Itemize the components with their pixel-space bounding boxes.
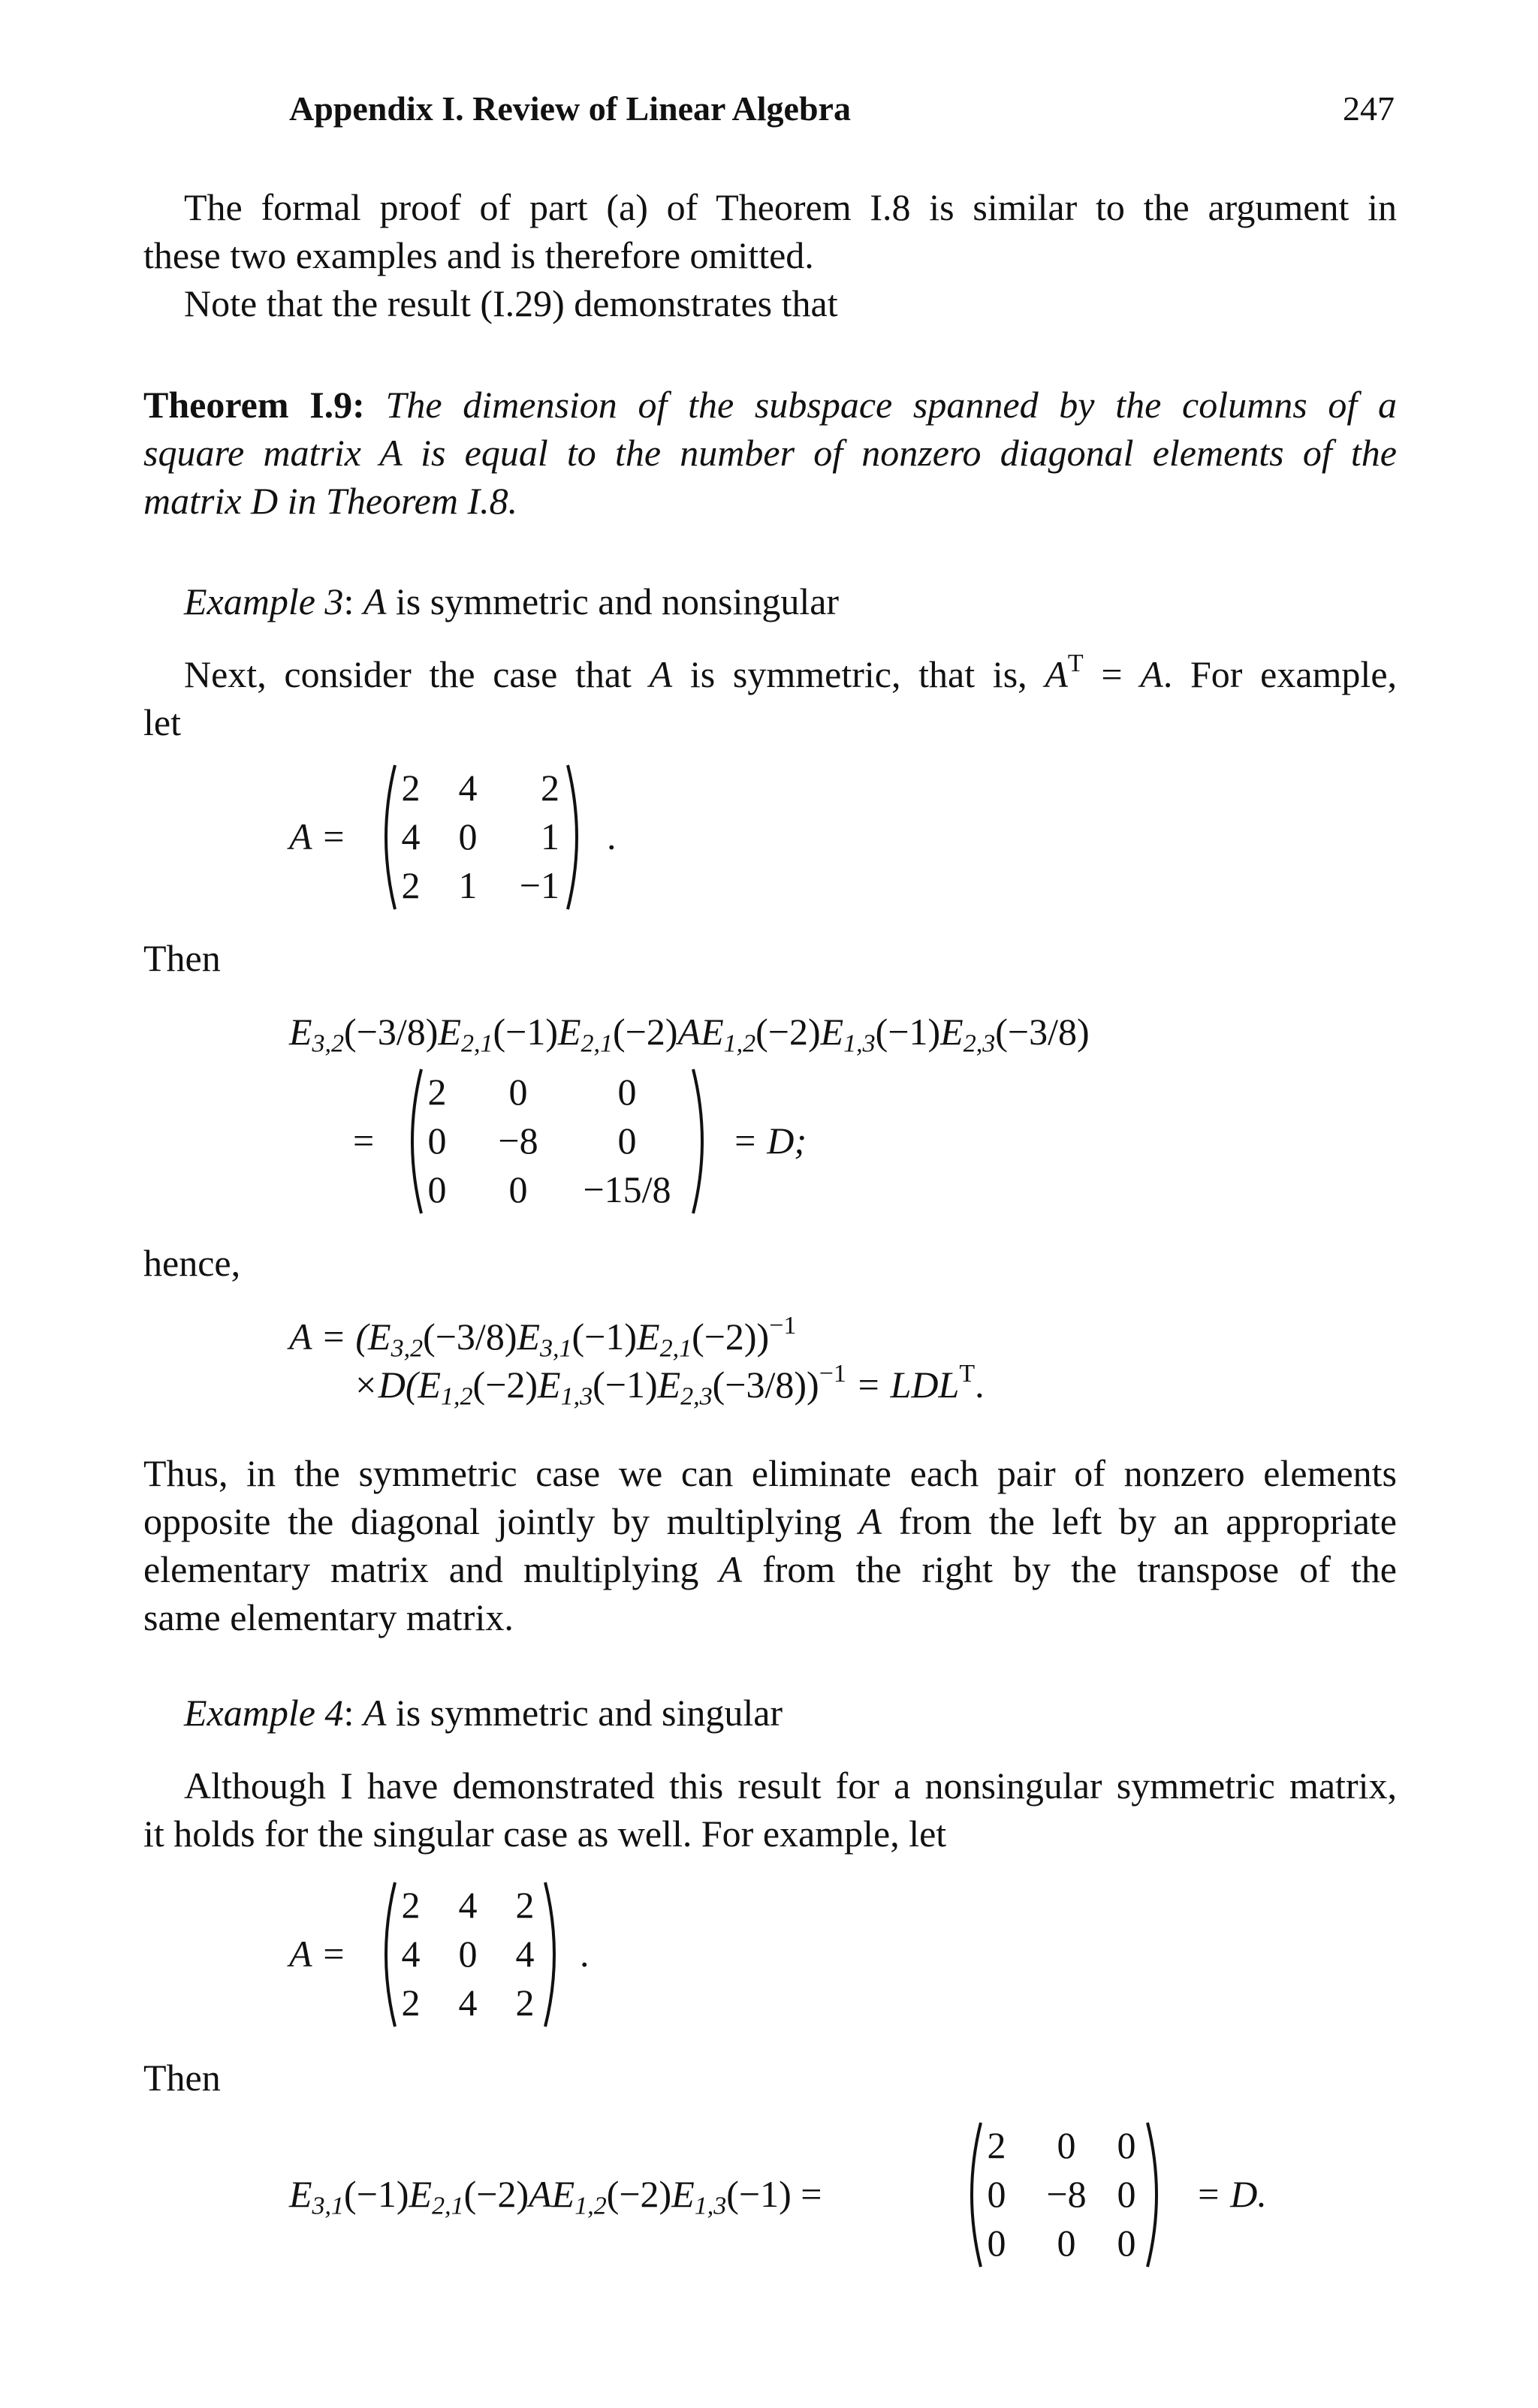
eq-arg: (−3/8)) (712, 1364, 819, 1406)
matrix-cell: 4 (458, 1884, 478, 1926)
eq-sub: 3,1 (540, 1334, 572, 1363)
theorem-line2: square matrix A is equal to the number of nonzero diagonal elements of the (143, 432, 1397, 474)
matrix-cell: 0 (458, 815, 478, 857)
prod-sub: 2,1 (432, 2192, 464, 2220)
example4-label: Example 4 (184, 1692, 344, 1734)
example4-var: A (363, 1692, 387, 1734)
example4-line2: it holds for the singular case as well. For example, let (143, 1813, 947, 1855)
ex4-d-end: = D. (1196, 2173, 1267, 2215)
example3-var: A (363, 580, 387, 622)
eq-part: A = ( (289, 1316, 369, 1358)
right-paren-icon (690, 1066, 713, 1216)
matrix-cell: 2 (401, 767, 421, 809)
intro-eq-a2: A (1140, 653, 1163, 695)
prod-arg: (−3/8) (344, 1011, 439, 1053)
eq-sym: E (538, 1364, 561, 1406)
ex4-matrix-lhs: A = (289, 1933, 346, 1975)
eq-arg: (−3/8) (423, 1316, 517, 1358)
eq-sym: E (368, 1316, 391, 1358)
example3-intro-line2: let (143, 701, 181, 743)
matrix-cell: 1 (458, 864, 478, 906)
thus-var: A (719, 1548, 743, 1590)
intro-transpose-sup: T (1067, 649, 1084, 677)
intro-text-b: is symmetric, that is, (672, 653, 1045, 695)
example3-intro-line1 (184, 649, 1398, 696)
matrix-cell: 0 (1117, 2124, 1136, 2166)
matrix-cell: −1 (519, 864, 559, 906)
prod-arg: (−1) (875, 1011, 941, 1053)
eq-part: ×D( (353, 1364, 418, 1406)
ex3-matrix-end: . (607, 815, 617, 857)
prod-arg: (−1) (344, 2173, 409, 2215)
thus-text: elementary matrix and multiplying (143, 1548, 719, 1590)
matrix-cell: 0 (1117, 2222, 1136, 2264)
prod-sym: AE (677, 1011, 724, 1053)
theorem-text-1: The dimension of the subspace spanned by the columns of a (385, 384, 1397, 426)
matrix-cell: 2 (401, 1884, 421, 1926)
intro-var-a: A (649, 653, 673, 695)
prod-sub: 3,2 (312, 1029, 345, 1058)
thus-line4: same elementary matrix. (143, 1596, 514, 1638)
prod-arg: (−2) (755, 1011, 821, 1053)
eq-arg: (−2) (472, 1364, 538, 1406)
theorem-line1 (143, 383, 1397, 426)
matrix-cell: 2 (515, 1884, 535, 1926)
eq-sub: 2,3 (680, 1382, 713, 1411)
ex3-d-matrix (402, 1066, 717, 1216)
prod-sym: E (409, 2173, 433, 2215)
thus-text: from the left by an appropriate (882, 1500, 1397, 1542)
ex3-matrix-lhs: A = (289, 815, 346, 857)
eq-sym: E (657, 1364, 681, 1406)
eq-end: . (975, 1364, 985, 1406)
ex3-a-line2 (353, 1359, 985, 1411)
eq-sub: 1,2 (441, 1382, 473, 1411)
thus-line1: Thus, in the symmetric case we can eliminate each pair of nonzero elements (143, 1452, 1397, 1494)
thus-line3 (143, 1548, 1397, 1591)
prod-arg: (−1) = (726, 2173, 822, 2215)
matrix-cell: 0 (617, 1071, 637, 1113)
eq-sup: −1 (769, 1311, 797, 1340)
ex3-a-line1 (289, 1311, 797, 1363)
matrix-cell: 0 (987, 2173, 1006, 2215)
matrix-cell: 2 (427, 1071, 447, 1113)
matrix-cell: 0 (427, 1168, 447, 1210)
eq-sub: 2,1 (659, 1334, 692, 1363)
prod-sym: E (438, 1011, 461, 1053)
prod-sub: 1,2 (574, 2192, 607, 2220)
intro-equals: = (1083, 653, 1141, 695)
prod-sym: E (289, 2173, 312, 2215)
matrix-cell: 4 (458, 1982, 478, 2024)
matrix-cell: 0 (1057, 2124, 1076, 2166)
right-paren-icon (1144, 2120, 1167, 2270)
ex4-d-matrix (961, 2120, 1187, 2270)
matrix-cell: 0 (508, 1071, 528, 1113)
para1-line1: The formal proof of part (a) of Theorem I.8 is similar to the argument in (184, 186, 1397, 228)
ex3-matrix-a (375, 762, 593, 912)
prod-sym: E (671, 2173, 695, 2215)
prod-arg: (−3/8) (995, 1011, 1090, 1053)
example3-heading: Example 3: A is symmetric and nonsingular (184, 580, 840, 622)
prod-arg: (−2) (606, 2173, 672, 2215)
matrix-cell: −15/8 (583, 1168, 671, 1210)
prod-sub: 2,1 (581, 1029, 614, 1058)
theorem-label: Theorem I.9: (143, 384, 365, 426)
prod-sub: 1,3 (694, 2192, 727, 2220)
prod-sym: E (289, 1011, 312, 1053)
matrix-cell: 0 (1117, 2173, 1136, 2215)
intro-text-a: Next, consider the case that (184, 653, 650, 695)
matrix-cell: 2 (401, 864, 421, 906)
ex4-product-line (289, 2172, 822, 2220)
eq-arg: (−1) (571, 1316, 638, 1358)
ex4-then: Then (143, 2057, 221, 2099)
matrix-cell: 0 (427, 1120, 447, 1162)
prod-sub: 3,1 (312, 2192, 345, 2220)
matrix-cell: 4 (458, 767, 478, 809)
ex4-matrix-end: . (580, 1933, 590, 1975)
thus-text: opposite the diagonal jointly by multiplying (143, 1500, 859, 1542)
ex3-eq-sign: = (353, 1120, 375, 1162)
ex3-then: Then (143, 937, 221, 979)
eq-sym: E (637, 1316, 660, 1358)
prod-arg: (−1) (493, 1011, 558, 1053)
prod-arg: (−2) (463, 2173, 529, 2215)
matrix-cell: 1 (541, 815, 559, 857)
prod-sym: E (557, 1011, 581, 1053)
example4-heading-text: is symmetric and singular (386, 1692, 783, 1734)
right-paren-icon (542, 1879, 565, 2030)
matrix-cell: 2 (541, 767, 559, 809)
eq-sup: T (959, 1359, 976, 1388)
eq-sub: 3,2 (391, 1334, 424, 1363)
right-paren-icon (565, 762, 587, 912)
example4-heading: Example 4: A is symmetric and singular (184, 1692, 783, 1734)
eq-sym: E (418, 1364, 442, 1406)
eq-sub: 1,3 (560, 1382, 593, 1411)
matrix-cell: −8 (498, 1120, 538, 1162)
matrix-cell: 0 (458, 1933, 478, 1975)
prod-sym: E (940, 1011, 964, 1053)
matrix-cell: −8 (1046, 2173, 1087, 2215)
matrix-cell: 0 (617, 1120, 637, 1162)
thus-var: A (858, 1500, 882, 1542)
prod-sym: AE (529, 2173, 575, 2215)
matrix-cell: 4 (515, 1933, 535, 1975)
ex4-matrix-a (375, 1879, 578, 2030)
theorem-line3: matrix D in Theorem I.8. (143, 480, 518, 522)
matrix-cell: 4 (401, 815, 421, 857)
thus-text: from the right by the transpose of the (742, 1548, 1398, 1590)
ex3-product-line (289, 1010, 1090, 1058)
prod-sub: 1,3 (843, 1029, 876, 1058)
prod-sym: E (820, 1011, 844, 1053)
matrix-cell: 2 (401, 1982, 421, 2024)
page-number: 247 (1343, 89, 1395, 128)
example4-line1: Although I have demonstrated this result for a nonsingular symmetric matrix, (184, 1765, 1397, 1807)
matrix-cell: 2 (515, 1982, 535, 2024)
prod-sub: 2,1 (460, 1029, 493, 1058)
prod-arg: (−2) (613, 1011, 678, 1053)
matrix-cell: 0 (987, 2222, 1006, 2264)
eq-sym: E (517, 1316, 541, 1358)
intro-text-e: . For example, (1163, 653, 1398, 695)
matrix-cell: 4 (401, 1933, 421, 1975)
prod-sub: 2,3 (963, 1029, 996, 1058)
matrix-cell: 0 (508, 1168, 528, 1210)
eq-arg: (−2)) (692, 1316, 770, 1358)
matrix-cell: 2 (987, 2124, 1006, 2166)
para1-line2: these two examples and is therefore omitted. (143, 234, 814, 276)
running-title: Appendix I. Review of Linear Algebra (289, 89, 851, 128)
ex3-d-end: = D; (732, 1120, 807, 1162)
example3-label: Example 3 (184, 580, 344, 622)
eq-arg: (−1) (593, 1364, 658, 1406)
para1-line3: Note that the result (I.29) demonstrates that (184, 282, 838, 324)
eq-sup: −1 (819, 1359, 846, 1388)
ex3-hence: hence, (143, 1242, 241, 1284)
thus-line2 (143, 1499, 1397, 1543)
prod-sub: 1,2 (723, 1029, 756, 1058)
example3-heading-text: is symmetric and nonsingular (386, 580, 840, 622)
eq-part: = LDL (846, 1364, 960, 1406)
matrix-cell: 0 (1057, 2222, 1076, 2264)
intro-eq-a: A (1045, 653, 1068, 695)
